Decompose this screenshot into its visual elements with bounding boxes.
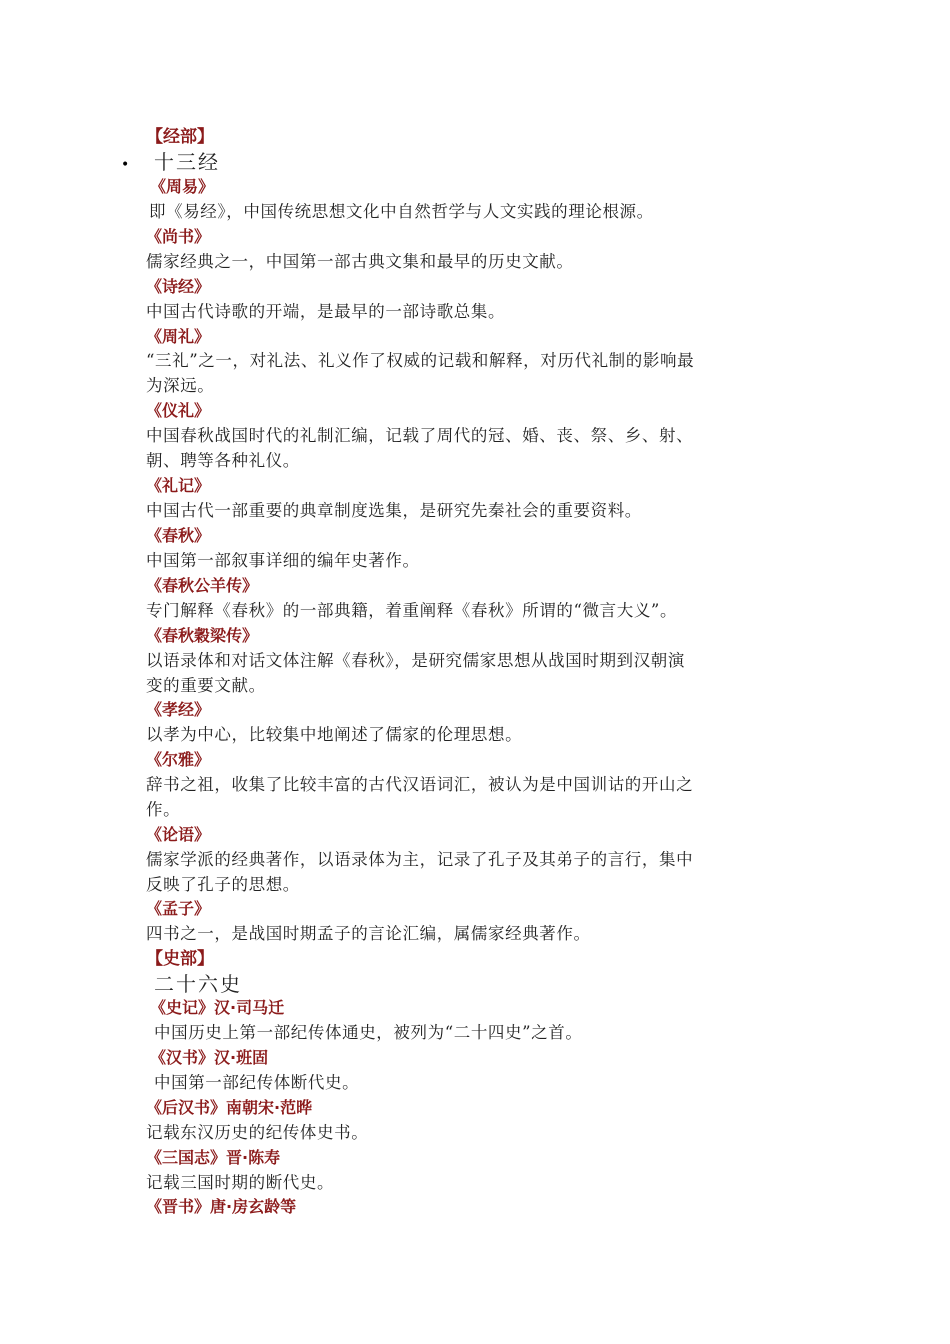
book-title: 《后汉书》南朝宋·范晔: [146, 1098, 313, 1117]
section-heading-jing: 【经部】: [146, 127, 214, 147]
book-title: 《仪礼》: [146, 401, 211, 420]
subheading-shisanjing: 十三经: [154, 150, 220, 174]
book-desc: 中国第一部纪传体断代史。: [154, 1073, 360, 1092]
section-heading-shi: 【史部】: [146, 949, 214, 969]
book-title: 《孟子》: [146, 899, 211, 918]
book-desc: 中国春秋战国时代的礼制汇编，记载了周代的冠、婚、丧、祭、乡、射、: [146, 426, 694, 445]
book-title: 《春秋穀梁传》: [146, 626, 259, 645]
book-title: 《诗经》: [146, 277, 211, 296]
book-title: 《三国志》晋·陈寿: [146, 1148, 281, 1167]
book-desc: 反映了孔子的思想。: [146, 875, 300, 894]
book-title: 《周易》: [150, 177, 215, 196]
book-desc: “三礼”之一，对礼法、礼义作了权威的记载和解释，对历代礼制的影响最: [146, 351, 695, 370]
book-title: 《孝经》: [146, 700, 211, 719]
bullet-icon: •: [121, 157, 130, 173]
book-desc: 朝、聘等各种礼仪。: [146, 451, 300, 470]
book-title: 《尔雅》: [146, 750, 211, 769]
book-desc: 中国历史上第一部纪传体通史，被列为“二十四史”之首。: [154, 1023, 583, 1042]
book-title: 《晋书》唐·房玄龄等: [146, 1197, 297, 1216]
book-desc: 中国古代诗歌的开端，是最早的一部诗歌总集。: [146, 302, 506, 321]
book-desc: 儒家学派的经典著作，以语录体为主，记录了孔子及其弟子的言行，集中: [146, 850, 694, 869]
book-desc: 以孝为中心，比较集中地阐述了儒家的伦理思想。: [146, 725, 523, 744]
subheading-ershiliushi: 二十六史: [154, 972, 242, 996]
book-desc: 作。: [146, 800, 181, 819]
book-title: 《春秋》: [146, 526, 211, 545]
book-desc: 四书之一，是战国时期孟子的言论汇编，属儒家经典著作。: [146, 924, 591, 943]
book-title: 《论语》: [146, 825, 211, 844]
book-desc: 记载三国时期的断代史。: [146, 1173, 335, 1192]
book-desc: 专门解释《春秋》的一部典籍，着重阐释《春秋》所谓的“微言大义”。: [146, 601, 678, 620]
book-desc: 为深远。: [146, 376, 215, 395]
book-desc: 中国第一部叙事详细的编年史著作。: [146, 551, 420, 570]
book-desc: 记载东汉历史的纪传体史书。: [146, 1123, 369, 1142]
book-title: 《汉书》汉·班固: [150, 1048, 269, 1067]
book-title: 《史记》汉·司马迁: [150, 998, 285, 1017]
book-desc: 辞书之祖，收集了比较丰富的古代汉语词汇，被认为是中国训诂的开山之: [146, 775, 694, 794]
book-desc: 即《易经》，中国传统思想文化中自然哲学与人文实践的理论根源。: [149, 202, 654, 221]
book-desc: 变的重要文献。: [146, 676, 266, 695]
book-desc: 中国古代一部重要的典章制度选集，是研究先秦社会的重要资料。: [146, 501, 642, 520]
book-title: 《尚书》: [146, 227, 211, 246]
book-title: 《周礼》: [146, 327, 211, 346]
book-title: 《春秋公羊传》: [146, 576, 259, 595]
book-desc: 以语录体和对话文体注解《春秋》，是研究儒家思想从战国时期到汉朝演: [146, 651, 685, 670]
book-desc: 儒家经典之一，中国第一部古典文集和最早的历史文献。: [146, 252, 574, 271]
book-title: 《礼记》: [146, 476, 211, 495]
